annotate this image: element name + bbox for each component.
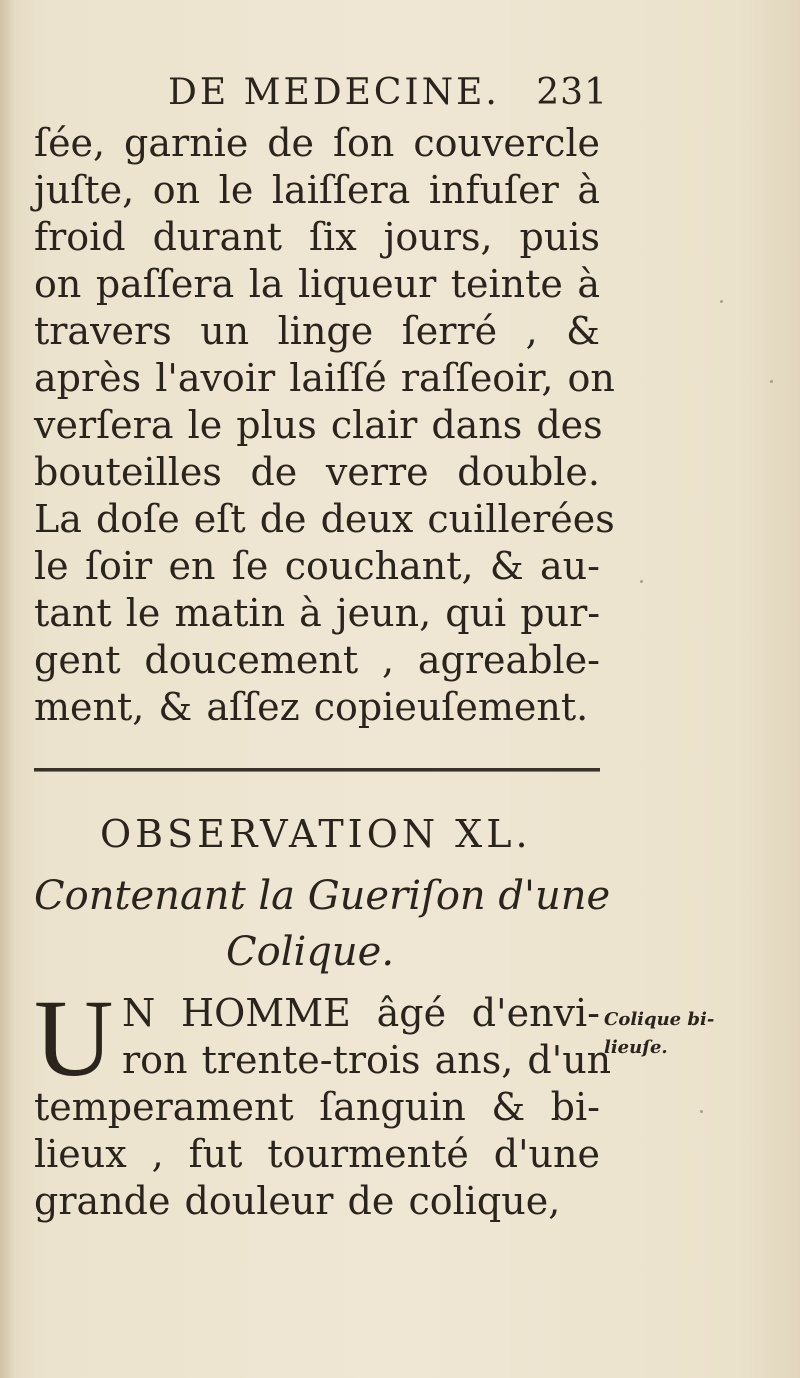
drop-cap: U [34,977,114,1099]
text-line: verſera le plus clair dans des [34,403,603,447]
paper-speck [700,1110,703,1113]
subtitle-line: Colique. [226,929,395,975]
margin-note-line: Colique bi- [604,1009,715,1030]
paper-speck [640,580,643,583]
text-line: tant le matin à jeun, qui pur- [34,591,601,635]
paper-speck [770,380,773,383]
text-line: bouteilles de verre double. [34,450,600,494]
margin-note-line: lieuſe. [604,1037,668,1058]
observation-subtitle [34,868,611,980]
text-line: ron trente-trois ans, d'un [122,1038,612,1082]
paper-speck [720,300,723,303]
page-number: 231 [536,72,608,113]
text-line: ſée, garnie de ſon couvercle [34,121,600,165]
observation-heading: OBSERVATION XL. [100,812,532,856]
text-line: La doſe eſt de deux cuillerées [34,497,615,541]
subtitle-line: Contenant la Gueriſon d'une [34,873,611,919]
margin-note [604,1006,714,1062]
text-line: on paſſera la liqueur teinte à [34,262,600,306]
text-line: juſte, on le laiſſera infuſer à [34,168,600,212]
text-line: ment, & aſſez copieuſement. [34,685,589,729]
observation-body [34,977,612,1225]
text-line: froid durant ſix jours, puis [34,215,600,259]
text-line: grande douleur de colique, [34,1179,561,1223]
text-line: après l'avoir laiſſé raſſeoir, on [34,356,615,400]
top-paragraph [34,120,615,731]
text-line: lieux , fut tourmenté d'une [34,1132,600,1176]
text-line: N HOMME âgé d'envi- [122,991,600,1035]
running-title: DE MEDECINE. [168,72,500,113]
text-line: temperament ſanguin & bi- [34,1085,600,1129]
text-line: le ſoir en ſe couchant, & au- [34,544,600,588]
text-line: travers un linge ſerré , & [34,309,600,353]
section-divider [34,768,600,772]
page-gutter [0,0,14,1378]
text-line: gent doucement , agreable- [34,638,600,682]
